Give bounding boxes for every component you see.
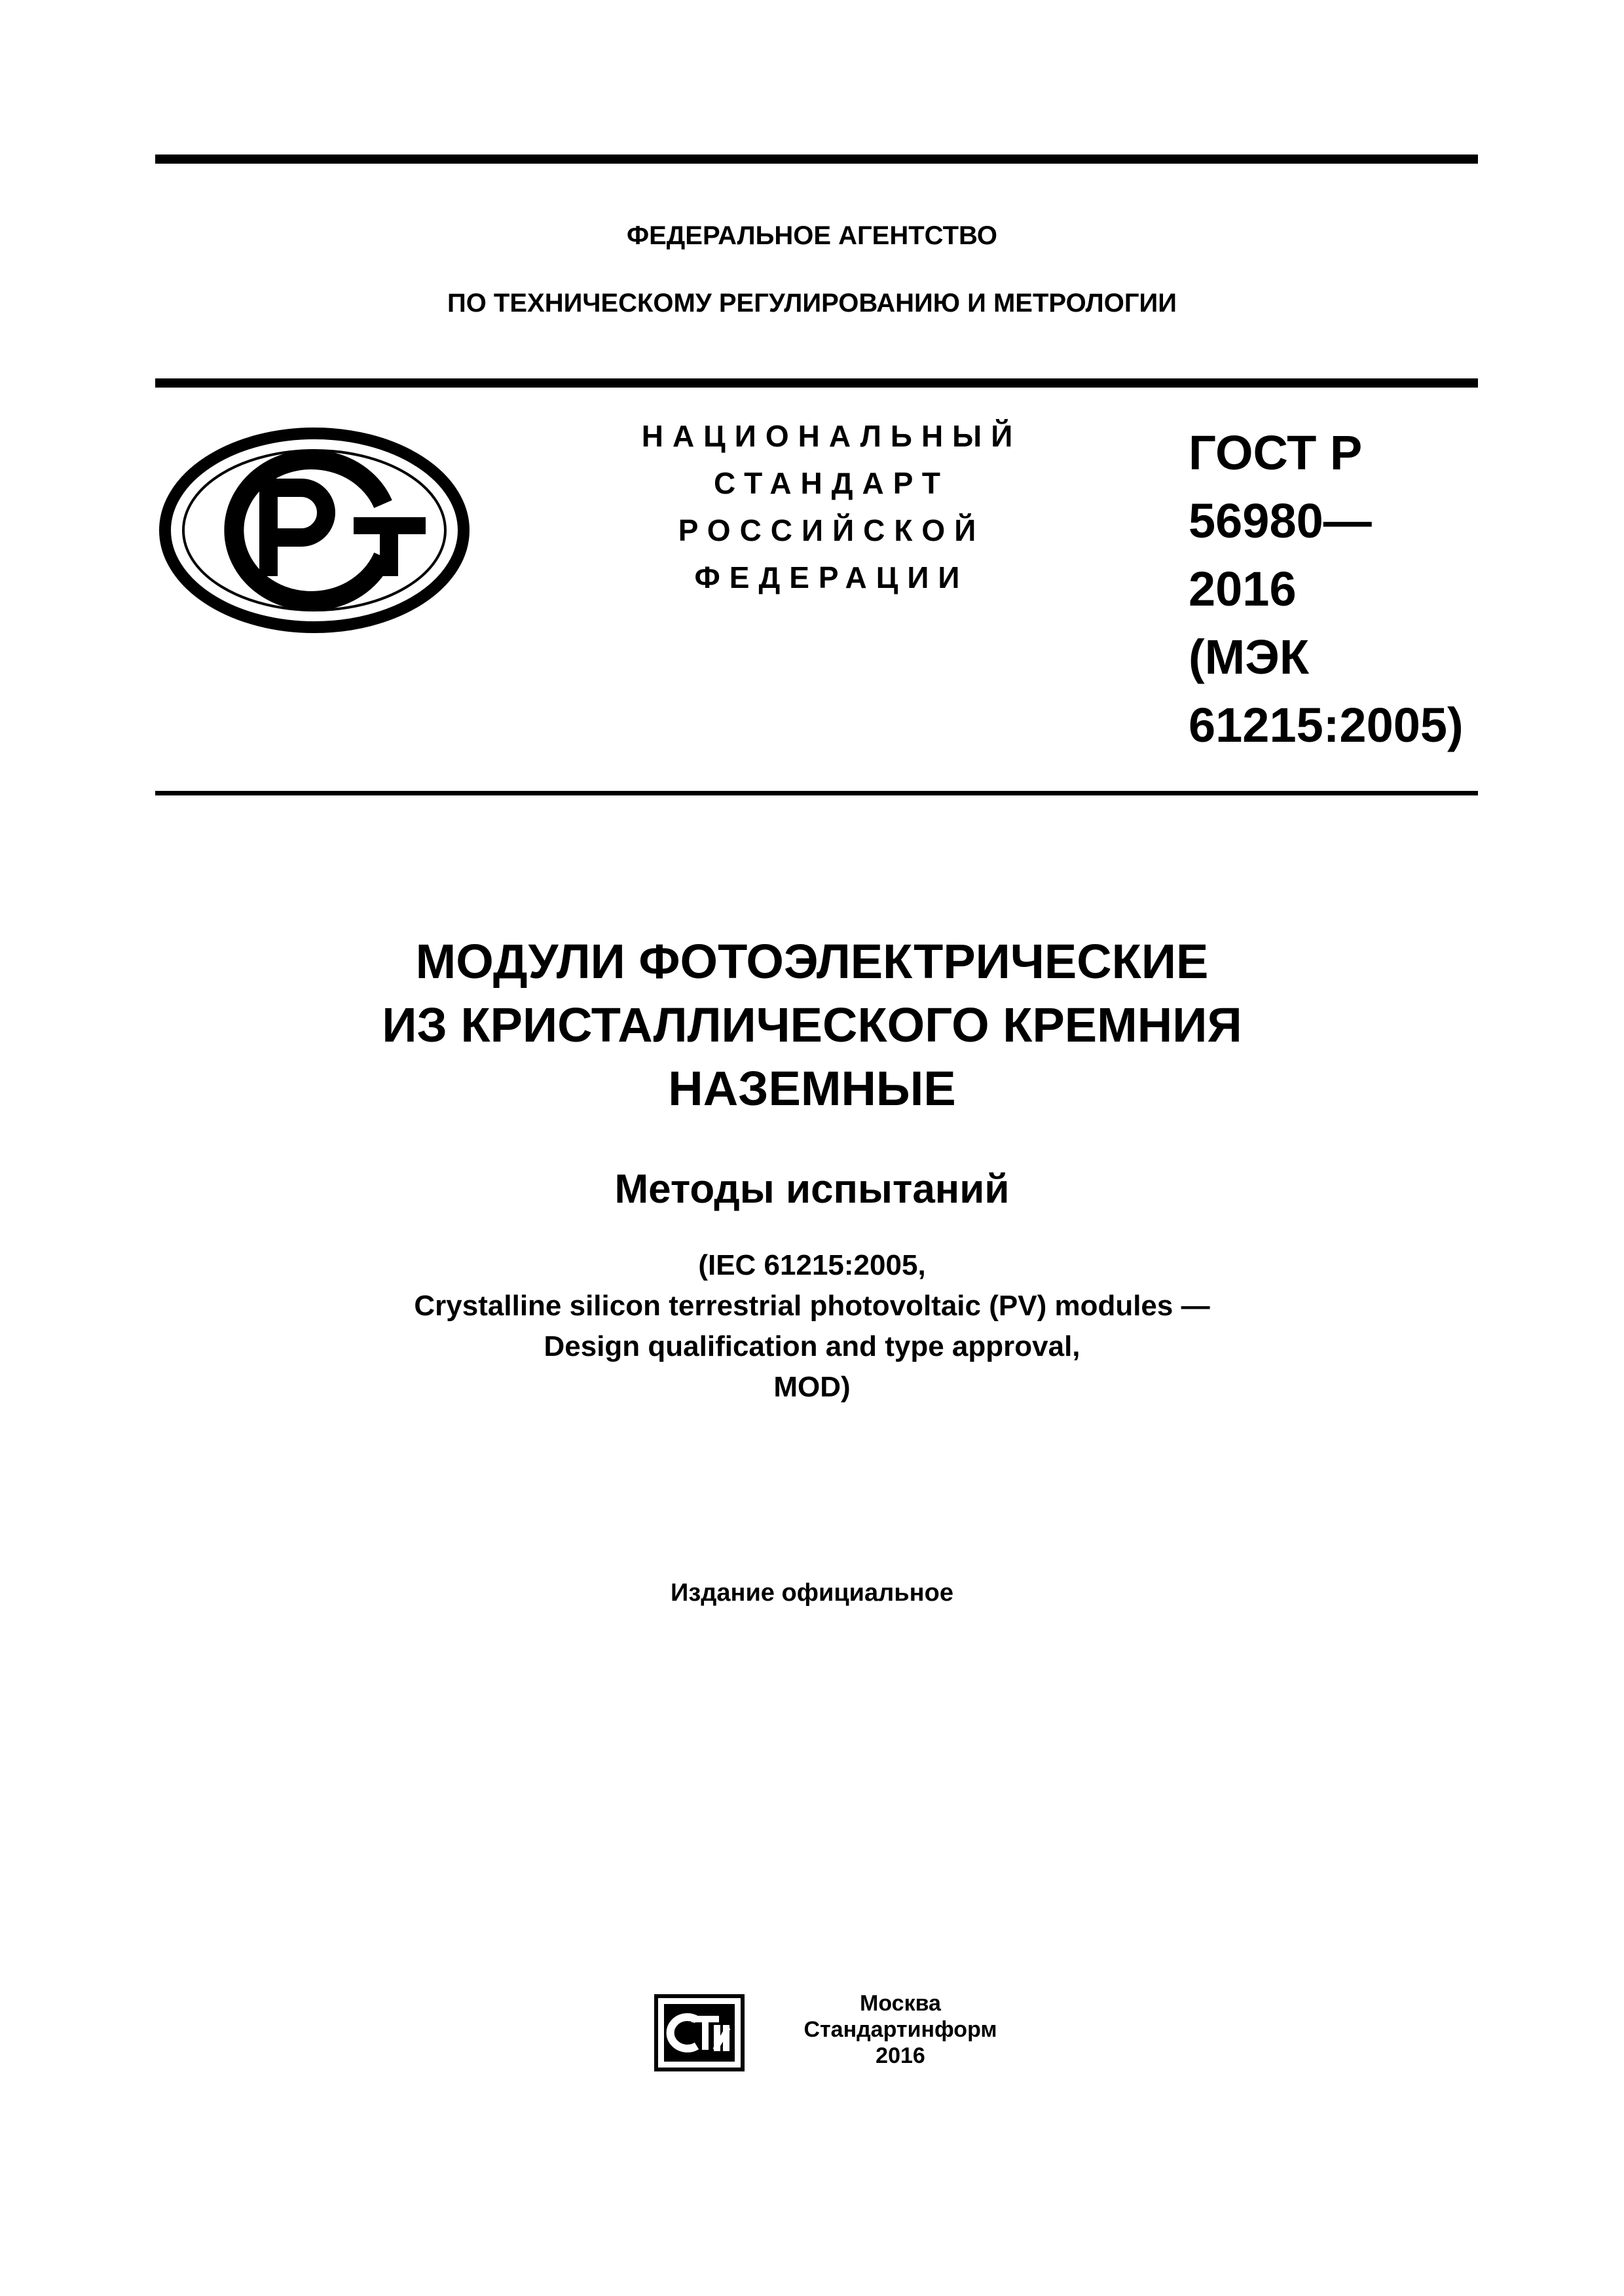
designation-line-2: 56980—	[1189, 494, 1372, 548]
standard-type	[589, 412, 1074, 601]
standard-type-line-1: НАЦИОНАЛЬНЫЙ	[641, 419, 1022, 453]
agency-line-2: ПО ТЕХНИЧЕСКОМУ РЕГУЛИРОВАНИЮ И МЕТРОЛОГИИ	[447, 289, 1177, 318]
rst-logo	[157, 426, 471, 635]
publisher-logo	[654, 1994, 745, 2072]
original-standard	[0, 1245, 1624, 1408]
document-title	[0, 930, 1624, 1120]
agency-line-1: ФЕДЕРАЛЬНОЕ АГЕНТСТВО	[626, 221, 998, 250]
title-block-rule	[155, 791, 1478, 795]
standard-type-line-2: СТАНДАРТ	[714, 466, 950, 500]
edition-note: Издание официальное	[671, 1579, 953, 1607]
standard-type-line-3: РОССИЙСКОЙ	[678, 513, 986, 547]
title-line-3: НАЗЕМНЫЕ	[668, 1061, 956, 1116]
title-line-1: МОДУЛИ ФОТОЭЛЕКТРИЧЕСКИЕ	[415, 934, 1209, 989]
designation-line-5: 61215:2005)	[1189, 698, 1464, 752]
designation-line-3: 2016	[1189, 562, 1297, 616]
original-line-2: Crystalline silicon terrestrial photovoltaic (PV) modules —	[414, 1290, 1210, 1322]
publisher-name: Стандартинформ	[803, 2017, 997, 2042]
original-line-1: (IEC 61215:2005,	[698, 1249, 926, 1281]
publisher-info	[773, 1990, 1028, 2069]
title-line-2: ИЗ КРИСТАЛЛИЧЕСКОГО КРЕМНИЯ	[382, 998, 1242, 1052]
publisher-city: Москва	[860, 1991, 941, 2016]
standard-designation	[1189, 419, 1490, 759]
designation-line-1: ГОСТ Р	[1189, 426, 1363, 480]
original-line-4: MOD)	[773, 1371, 851, 1403]
standard-type-line-4: ФЕДЕРАЦИИ	[694, 560, 969, 594]
header-rule	[155, 378, 1478, 388]
original-line-3: Design qualification and type approval,	[544, 1330, 1080, 1362]
document-subtitle: Методы испытаний	[614, 1167, 1010, 1212]
publisher-year: 2016	[876, 2043, 925, 2068]
top-rule	[155, 155, 1478, 164]
designation-line-4: (МЭК	[1189, 630, 1310, 684]
